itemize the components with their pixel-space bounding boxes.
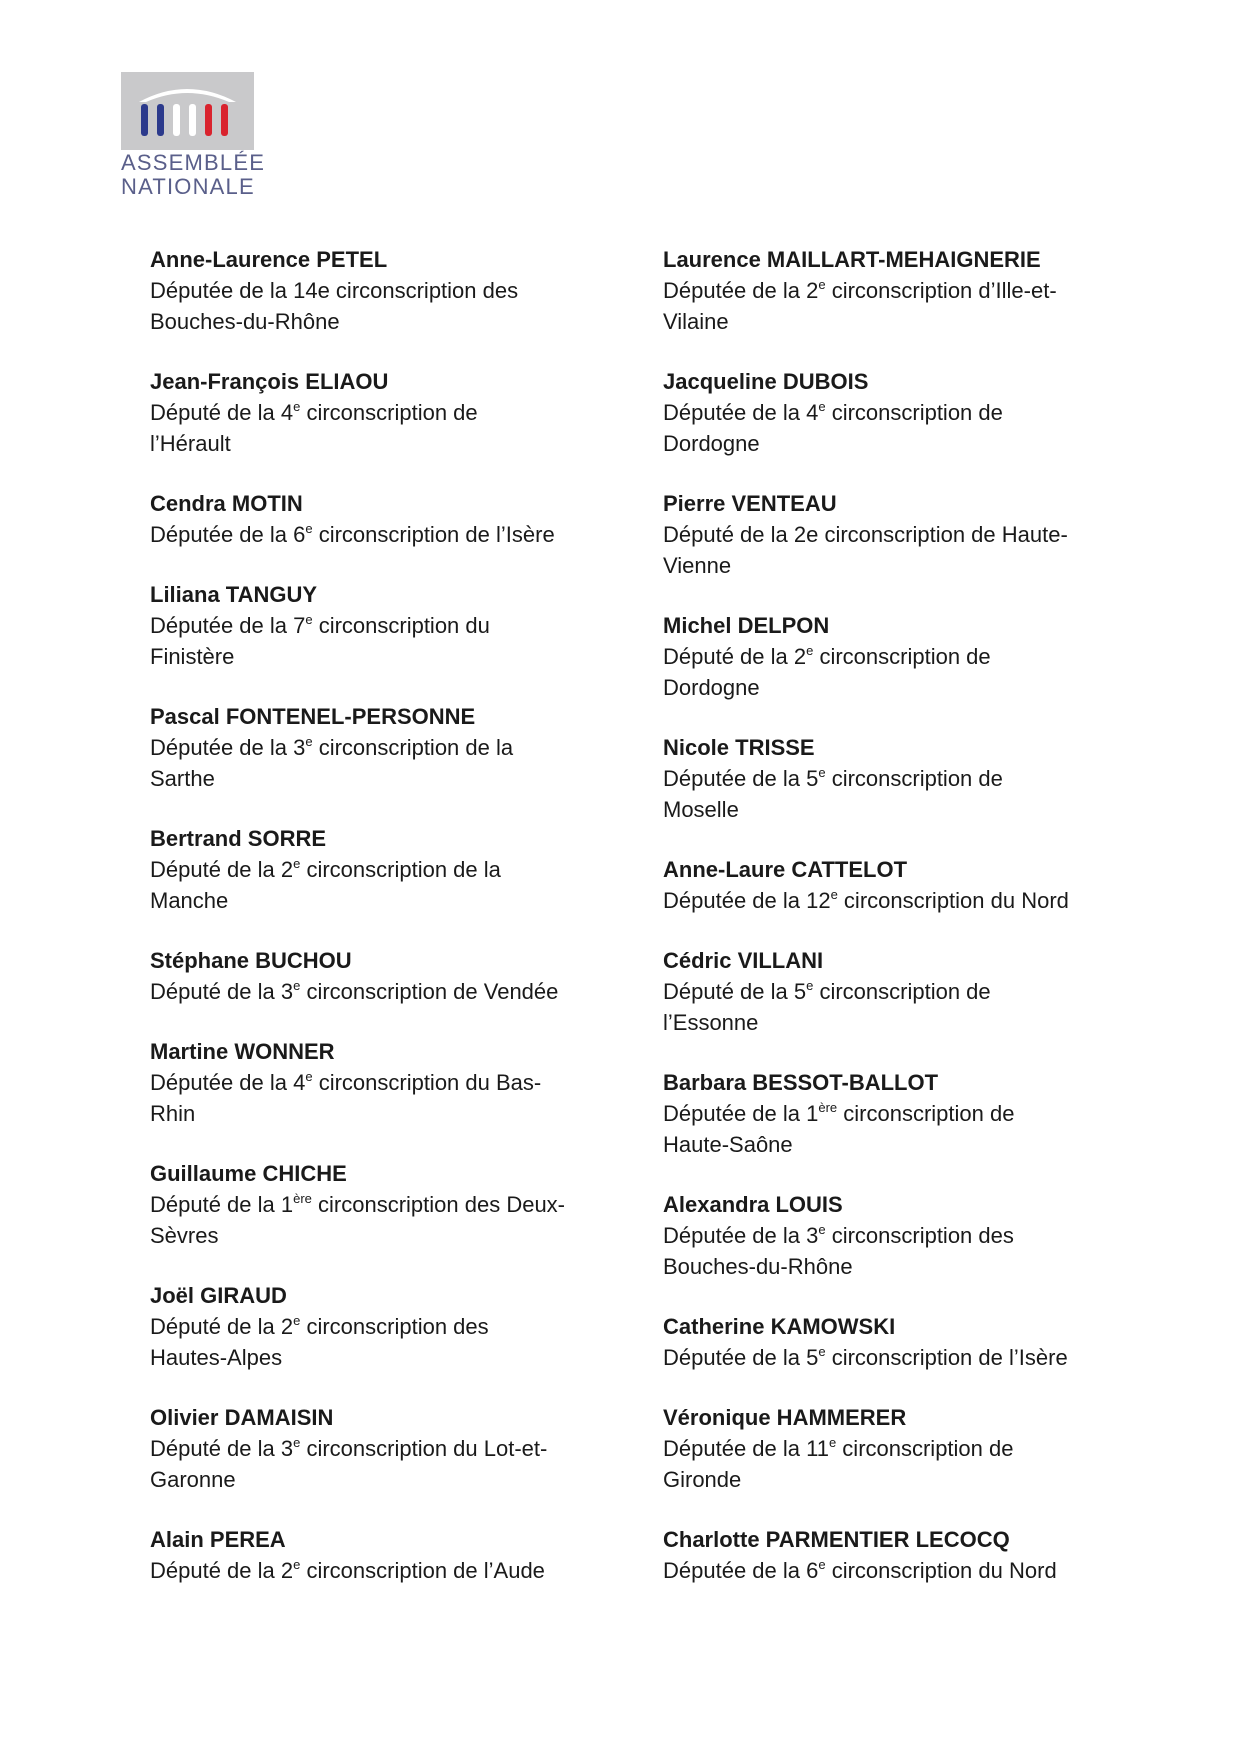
- logo-line-2: NATIONALE: [121, 174, 255, 199]
- deputy-constituency: [663, 885, 1113, 916]
- ordinal-suffix: e: [293, 1313, 301, 1328]
- deputy-name: Anne-Laurence PETEL: [150, 247, 388, 272]
- deputy-name: Charlotte PARMENTIER LECOCQ: [663, 1527, 1010, 1552]
- ordinal-suffix: e: [293, 1435, 301, 1450]
- constituency-text: circonscription de l’Isère: [312, 522, 555, 547]
- deputy-entry: [663, 366, 1113, 459]
- deputy-entry: [150, 945, 620, 1007]
- constituency-continuation: Moselle: [663, 797, 739, 822]
- constituency-text: circonscription du Bas-: [312, 1070, 542, 1095]
- constituency-text: circonscription de: [300, 400, 478, 425]
- deputy-constituency: [663, 397, 1113, 428]
- deputy-entry: [663, 1524, 1113, 1586]
- deputy-entry: [663, 732, 1113, 825]
- deputy-entry: [150, 579, 620, 672]
- deputy-name: Alexandra LOUIS: [663, 1192, 843, 1217]
- deputy-entry: [150, 244, 620, 337]
- deputy-entry: [663, 488, 1113, 581]
- deputy-name: Guillaume CHICHE: [150, 1161, 347, 1186]
- constituency-text: Députée de la 6: [663, 1558, 819, 1583]
- constituency-text: Député de la 1: [150, 1192, 294, 1217]
- constituency-continuation: Bouches-du-Rhône: [150, 309, 340, 334]
- constituency-text: circonscription des Deux-: [311, 1192, 566, 1217]
- deputy-constituency: [663, 1220, 1113, 1251]
- constituency-text: Députée de la 7: [150, 613, 306, 638]
- constituency-text: Député de la 2: [150, 857, 294, 882]
- pillar-mark: [189, 104, 196, 136]
- constituency-continuation: Sarthe: [150, 766, 215, 791]
- deputy-constituency: [150, 275, 620, 306]
- deputy-constituency: [150, 519, 620, 550]
- pillar-mark: [221, 104, 228, 136]
- deputy-name: Véronique HAMMERER: [663, 1405, 907, 1430]
- constituency-text: circonscription du Lot-et-: [300, 1436, 548, 1461]
- deputy-constituency: [150, 976, 620, 1007]
- constituency-continuation: l’Hérault: [150, 431, 231, 456]
- deputy-entry: [663, 244, 1113, 337]
- deputy-constituency: [150, 1311, 620, 1342]
- constituency-text: Député de la 2e circonscription de Haute-: [663, 522, 1068, 547]
- ordinal-suffix: e: [293, 1557, 301, 1572]
- hemicycle-icon: [121, 72, 254, 150]
- deputy-entry: [663, 1311, 1113, 1373]
- deputy-entry: [663, 610, 1113, 703]
- deputy-constituency: [150, 732, 620, 763]
- deputy-entry: [150, 823, 620, 916]
- ordinal-suffix: e: [305, 612, 313, 627]
- deputy-name: Cendra MOTIN: [150, 491, 303, 516]
- deputy-name: Alain PEREA: [150, 1527, 286, 1552]
- deputy-entry: [150, 366, 620, 459]
- deputy-name: Cédric VILLANI: [663, 948, 824, 973]
- deputy-name: Catherine KAMOWSKI: [663, 1314, 896, 1339]
- constituency-text: circonscription de Vendée: [300, 979, 559, 1004]
- deputy-name: Joël GIRAUD: [150, 1283, 287, 1308]
- constituency-text: circonscription du: [312, 613, 490, 638]
- deputy-constituency: [150, 610, 620, 641]
- deputy-entry: [150, 1402, 620, 1495]
- constituency-continuation: Bouches-du-Rhône: [663, 1254, 853, 1279]
- deputy-constituency: [663, 763, 1113, 794]
- constituency-continuation: Rhin: [150, 1101, 196, 1126]
- constituency-text: Députée de la 2: [663, 278, 819, 303]
- ordinal-suffix: e: [293, 399, 301, 414]
- left-column: [150, 244, 620, 1615]
- ordinal-suffix: e: [818, 1344, 826, 1359]
- deputy-name: Jean-François ELIAOU: [150, 369, 389, 394]
- deputy-constituency: [150, 397, 620, 428]
- pillar-mark: [157, 104, 164, 136]
- deputy-name: Pierre VENTEAU: [663, 491, 837, 516]
- deputy-constituency: [663, 519, 1113, 550]
- deputy-name: Michel DELPON: [663, 613, 830, 638]
- right-column: [663, 244, 1113, 1615]
- constituency-text: circonscription de: [836, 1436, 1014, 1461]
- constituency-text: circonscription des: [825, 1223, 1014, 1248]
- constituency-text: Députée de la 14e circonscription des: [150, 278, 519, 303]
- deputy-name: Anne-Laure CATTELOT: [663, 857, 908, 882]
- deputy-name: Barbara BESSOT-BALLOT: [663, 1070, 939, 1095]
- constituency-text: circonscription des: [300, 1314, 489, 1339]
- constituency-text: circonscription de l’Isère: [825, 1345, 1068, 1370]
- deputy-entry: [663, 945, 1113, 1038]
- ordinal-suffix: e: [305, 521, 313, 536]
- constituency-text: Député de la 3: [150, 979, 294, 1004]
- pillar-mark: [141, 104, 148, 136]
- constituency-text: Député de la 2: [663, 644, 807, 669]
- constituency-text: circonscription de: [813, 644, 991, 669]
- deputy-constituency: [663, 976, 1113, 1007]
- constituency-text: Députée de la 5: [663, 1345, 819, 1370]
- constituency-continuation: Dordogne: [663, 431, 760, 456]
- constituency-text: circonscription du Nord: [837, 888, 1069, 913]
- constituency-text: Députée de la 4: [663, 400, 819, 425]
- constituency-continuation: Hautes-Alpes: [150, 1345, 283, 1370]
- deputy-constituency: [150, 1555, 620, 1586]
- deputy-name: Nicole TRISSE: [663, 735, 815, 760]
- constituency-text: Députée de la 6: [150, 522, 306, 547]
- constituency-continuation: Manche: [150, 888, 229, 913]
- ordinal-suffix: e: [305, 734, 313, 749]
- deputy-entry: [663, 1402, 1113, 1495]
- constituency-text: Député de la 3: [150, 1436, 294, 1461]
- deputy-name: Bertrand SORRE: [150, 826, 327, 851]
- constituency-text: Députée de la 1: [663, 1101, 819, 1126]
- constituency-continuation: Dordogne: [663, 675, 760, 700]
- constituency-continuation: Garonne: [150, 1467, 236, 1492]
- ordinal-suffix: e: [305, 1069, 313, 1084]
- ordinal-suffix: e: [293, 978, 301, 993]
- deputy-entry: [150, 1036, 620, 1129]
- deputy-entry: [663, 854, 1113, 916]
- constituency-text: Députée de la 11: [663, 1436, 829, 1461]
- constituency-text: circonscription de: [813, 979, 991, 1004]
- deputy-entry: [663, 1189, 1113, 1282]
- deputy-constituency: [663, 1555, 1113, 1586]
- ordinal-suffix: e: [293, 856, 301, 871]
- constituency-text: Député de la 2: [150, 1314, 294, 1339]
- constituency-text: circonscription de: [837, 1101, 1015, 1126]
- ordinal-suffix: e: [818, 765, 826, 780]
- deputy-constituency: [150, 854, 620, 885]
- ordinal-suffix: e: [806, 643, 814, 658]
- constituency-text: circonscription de la: [300, 857, 501, 882]
- deputy-name: Liliana TANGUY: [150, 582, 318, 607]
- constituency-text: Députée de la 12: [663, 888, 831, 913]
- pillar-mark: [173, 104, 180, 136]
- deputy-constituency: [663, 275, 1113, 306]
- deputy-entry: [150, 488, 620, 550]
- deputy-name: Stéphane BUCHOU: [150, 948, 352, 973]
- ordinal-suffix: e: [818, 1557, 826, 1572]
- deputy-name: Martine WONNER: [150, 1039, 335, 1064]
- constituency-text: circonscription de: [825, 400, 1003, 425]
- deputy-entry: [150, 1524, 620, 1586]
- deputy-name: Laurence MAILLART-MEHAIGNERIE: [663, 247, 1041, 272]
- constituency-text: Député de la 2: [150, 1558, 294, 1583]
- constituency-text: Député de la 5: [663, 979, 807, 1004]
- deputy-entry: [150, 1158, 620, 1251]
- pillar-mark: [205, 104, 212, 136]
- logo-line-1: ASSEMBLÉE: [121, 150, 266, 175]
- constituency-continuation: Vienne: [663, 553, 732, 578]
- ordinal-suffix: e: [828, 1435, 837, 1450]
- deputy-entry: [663, 1067, 1113, 1160]
- constituency-text: circonscription du Nord: [825, 1558, 1057, 1583]
- constituency-continuation: Finistère: [150, 644, 235, 669]
- deputy-constituency: [150, 1189, 620, 1220]
- ordinal-suffix: e: [806, 978, 814, 993]
- constituency-text: circonscription de l’Aude: [300, 1558, 545, 1583]
- deputy-name: Jacqueline DUBOIS: [663, 369, 869, 394]
- ordinal-suffix: ère: [818, 1100, 838, 1115]
- ordinal-suffix: e: [830, 887, 838, 902]
- ordinal-suffix: e: [818, 1222, 826, 1237]
- deputy-entry: [150, 1280, 620, 1373]
- constituency-text: Député de la 4: [150, 400, 294, 425]
- ordinal-suffix: ère: [293, 1191, 312, 1206]
- deputy-entry: [150, 701, 620, 794]
- deputy-constituency: [150, 1067, 620, 1098]
- constituency-continuation: Sèvres: [150, 1223, 219, 1248]
- constituency-text: Députée de la 3: [663, 1223, 819, 1248]
- assemblee-nationale-logo: [121, 72, 266, 199]
- constituency-continuation: Gironde: [663, 1467, 742, 1492]
- deputy-name: Pascal FONTENEL-PERSONNE: [150, 704, 476, 729]
- deputy-constituency: [663, 641, 1113, 672]
- deputy-constituency: [663, 1342, 1113, 1373]
- constituency-text: circonscription de la: [312, 735, 514, 760]
- constituency-text: Députée de la 4: [150, 1070, 306, 1095]
- ordinal-suffix: e: [818, 399, 826, 414]
- deputy-name: Olivier DAMAISIN: [150, 1405, 334, 1430]
- deputy-constituency: [663, 1433, 1113, 1464]
- deputy-constituency: [150, 1433, 620, 1464]
- ordinal-suffix: e: [818, 277, 826, 292]
- constituency-continuation: Haute-Saône: [663, 1132, 793, 1157]
- constituency-continuation: Vilaine: [663, 309, 729, 334]
- constituency-text: Députée de la 3: [150, 735, 306, 760]
- deputy-constituency: [663, 1098, 1113, 1129]
- constituency-continuation: l’Essonne: [663, 1010, 759, 1035]
- constituency-text: Députée de la 5: [663, 766, 819, 791]
- constituency-text: circonscription de: [825, 766, 1003, 791]
- constituency-text: circonscription d’Ille-et-: [825, 278, 1057, 303]
